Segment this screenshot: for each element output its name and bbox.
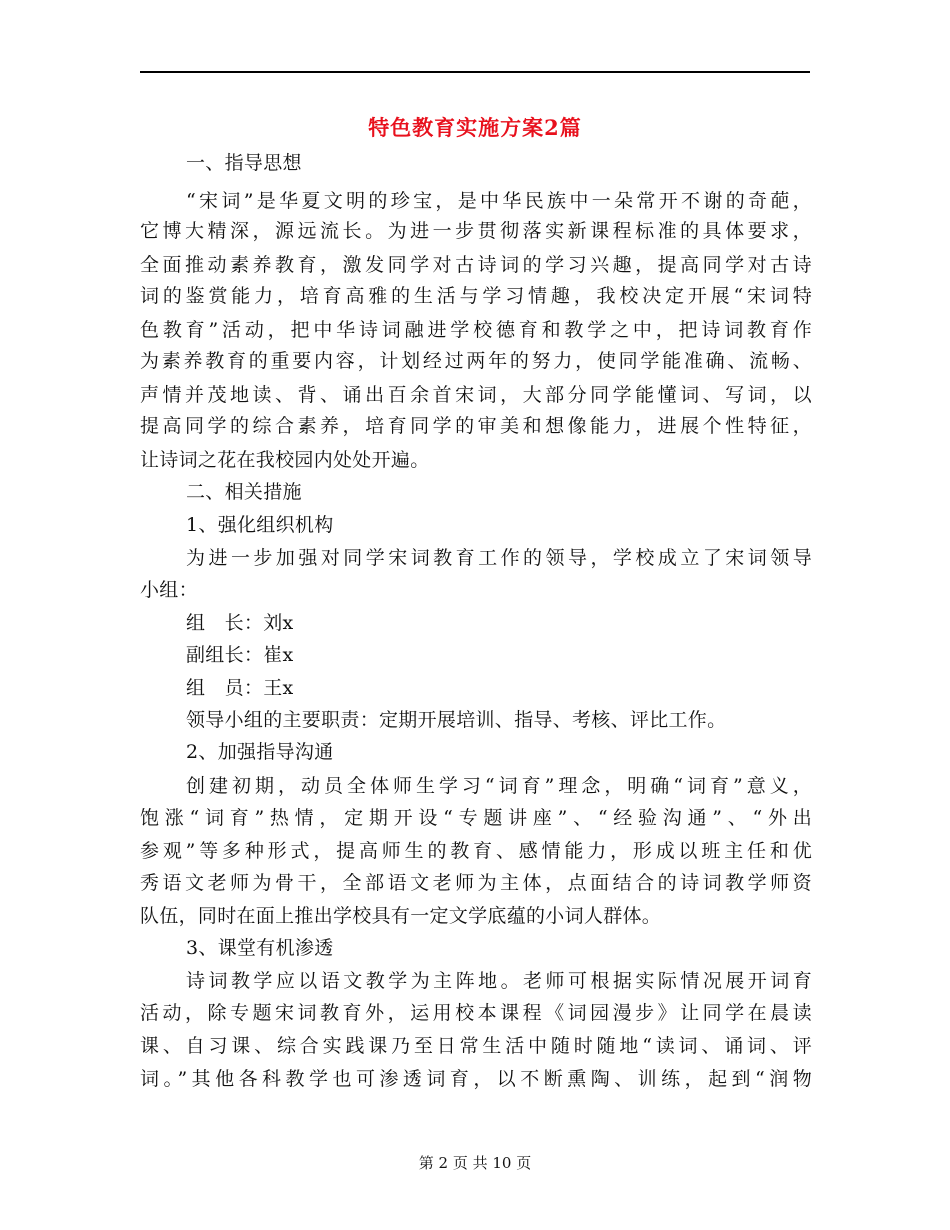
paragraph-line: 它博大精深，源远流长。为进一步贯彻落实新课程标准的具体要求， — [140, 220, 812, 242]
paragraph-line: 为进一步加强对同学宋词教育工作的领导，学校成立了宋词领导 — [186, 547, 812, 569]
header-rule — [140, 71, 810, 73]
paragraph-line: 课、自习课、综合实践课乃至日常生活中随时随地“读词、诵词、评 — [140, 1035, 812, 1057]
heading-guiding-ideology: 一、指导思想 — [186, 152, 302, 174]
leader-line: 组 长：刘x — [186, 612, 294, 634]
paragraph-line: 提高同学的综合素养，培育同学的审美和想像能力，进展个性特征， — [140, 415, 812, 437]
paragraph-line: 色教育”活动，把中华诗词融进学校德育和教学之中，把诗词教育作 — [140, 319, 812, 341]
paragraph-line: 活动，除专题宋词教育外，运用校本课程《词园漫步》让同学在晨读 — [140, 1002, 812, 1024]
paragraph-line: 声情并茂地读、背、诵出百余首宋词，大部分同学能懂词、写词，以 — [140, 384, 812, 406]
paragraph-line: 为素养教育的重要内容，计划经过两年的努力，使同学能准确、流畅、 — [140, 350, 812, 372]
paragraph-line: 队伍，同时在面上推出学校具有一定文学底蕴的小词人群体。 — [140, 905, 662, 927]
paragraph-line: “宋词”是华夏文明的珍宝，是中华民族中一朵常开不谢的奇葩， — [186, 190, 812, 212]
paragraph-line: 小组： — [140, 579, 198, 601]
paragraph-line: 创建初期，动员全体师生学习“词育”理念，明确“词育”意义， — [186, 775, 812, 797]
subheading-guidance: 2、加强指导沟通 — [186, 741, 334, 763]
paragraph-line: 秀语文老师为骨干，全部语文老师为主体，点面结合的诗词教学师资 — [140, 872, 812, 894]
subheading-organization: 1、强化组织机构 — [186, 514, 334, 536]
paragraph-line: 让诗词之花在我校园内处处开遍。 — [140, 449, 430, 471]
paragraph-line: 饱涨“词育”热情，定期开设“专题讲座”、“经验沟通”、“外出 — [140, 807, 812, 829]
paragraph-line: 词。”其他各科教学也可渗透词育，以不断熏陶、训练，起到“润物 — [140, 1068, 812, 1090]
deputy-leader-line: 副组长：崔x — [186, 644, 294, 666]
heading-measures: 二、相关措施 — [186, 481, 302, 503]
paragraph-line: 词的鉴赏能力，培育高雅的生活与学习情趣，我校决定开展“宋词特 — [140, 285, 812, 307]
paragraph-line: 全面推动素养教育，激发同学对古诗词的学习兴趣，提高同学对古诗 — [140, 254, 812, 276]
paragraph-line: 参观”等多种形式，提高师生的教育、感情能力，形成以班主任和优 — [140, 840, 812, 862]
page-number-footer: 第 2 页 共 10 页 — [418, 1154, 532, 1172]
paragraph-line: 诗词教学应以语文教学为主阵地。老师可根据实际情况展开词育 — [186, 970, 812, 992]
member-line: 组 员：王x — [186, 677, 294, 699]
paragraph-line: 领导小组的主要职责：定期开展培训、指导、考核、评比工作。 — [186, 709, 727, 731]
subheading-classroom: 3、课堂有机渗透 — [186, 937, 334, 959]
document-title: 特色教育实施方案2篇 — [368, 115, 582, 140]
